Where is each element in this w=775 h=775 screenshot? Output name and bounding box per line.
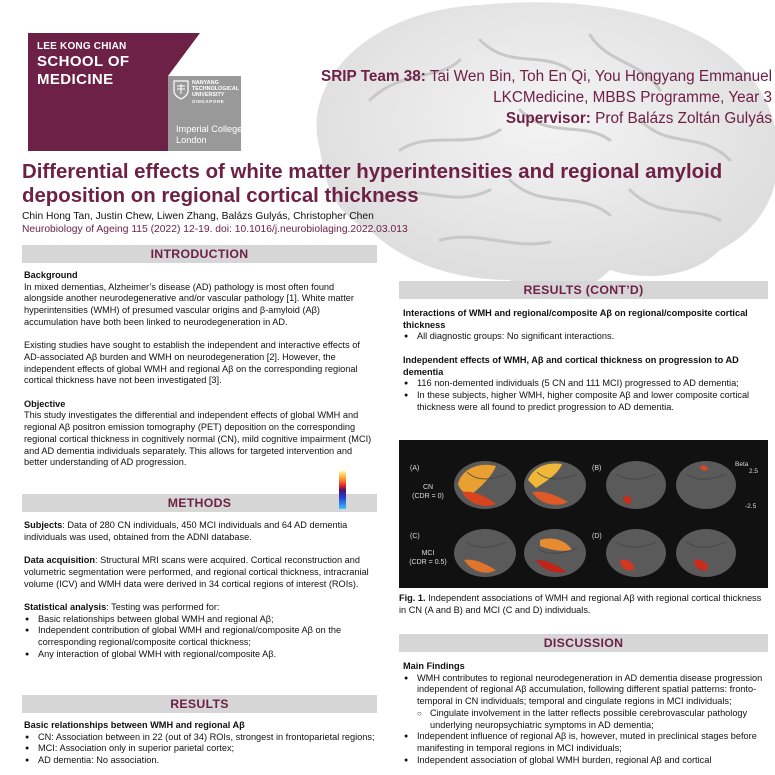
- subjects-paragraph: [24, 520, 376, 543]
- colorbar-bottom-label: -2.5: [745, 503, 757, 510]
- acquisition-paragraph: [24, 555, 376, 590]
- imperial-wordmark: [176, 124, 242, 145]
- list-item: ● AD dementia: No association.: [24, 755, 376, 767]
- colorbar-title: Beta: [735, 461, 749, 468]
- ntu-line3: UNIVERSITY: [192, 92, 225, 99]
- independent-effects-title: Independent effects of WMH, Aβ and cortical thickness on progression to AD dementia: [403, 354, 739, 377]
- list-item: ● Independent association of global WMH burden, regional Aβ and cortical: [403, 755, 765, 767]
- list-subitem: ○ Cingulate involvement in the latter reflects possible cerebrovascular pathology underlying neuropsychiatric symptoms in AD dementia;: [403, 708, 765, 731]
- row-cn-line1: CN: [422, 484, 434, 491]
- logo-lkc-line3: MEDICINE: [37, 71, 114, 88]
- logo-lkc-line2: SCHOOL OF: [37, 53, 130, 70]
- list-item: ● All diagnostic groups: No significant interactions.: [403, 331, 765, 343]
- ntu-wordmark: [192, 80, 239, 105]
- row-mci-line1: MCI: [421, 550, 435, 557]
- subjects-label: Subjects: [24, 520, 63, 530]
- row-mci-line2: (CDR = 0.5): [409, 559, 447, 566]
- caption-text: Independent associations of WMH and regional Aβ with regional cortical thickness in CN (A and B) and MCI (C and D) individuals.: [399, 593, 762, 615]
- basic-relationships-title: Basic relationships between WMH and regional Aβ: [24, 720, 245, 730]
- list-item: ● 116 non-demented individuals (5 CN and 111 MCI) progressed to AD dementia;: [403, 378, 765, 390]
- list-item: ● MCI: Association only in superior parietal cortex;: [24, 743, 376, 755]
- discussion-heading: DISCUSSION: [399, 634, 768, 652]
- background-title: Background: [24, 270, 78, 280]
- team-line: [321, 66, 772, 87]
- list-item: ● Any interaction of global WMH with regional/composite Aβ.: [24, 649, 376, 661]
- list-item: ● Independent contribution of global WMH and regional/composite Aβ on the corresponding regional/composite cortical thickness;: [24, 625, 376, 648]
- supervisor-line: [321, 108, 772, 129]
- results-section: [24, 720, 376, 767]
- figure-caption: [399, 593, 767, 616]
- stats-text: : Testing was performed for:: [106, 601, 220, 612]
- paper-authors: Chin Hong Tan, Justin Chew, Liwen Zhang, Balázs Gulyás, Christopher Chen: [22, 211, 374, 222]
- paper-journal: Neurobiology of Ageing 115 (2022) 12-19. doi: 10.1016/j.neurobiolaging.2022.03.013: [22, 224, 408, 235]
- discussion-section: [403, 661, 765, 766]
- objective-paragraph: This study investigates the differential and independent effects of global WMH and regional Aβ positron emission tomography (PET) deposition on the corresponding regional cortical thickness in cognitively normal (CN), mild cognitive impairment (MCI) and AD dementia individuals separately. This allows for targeted intervention and better understanding of AD progression.: [24, 410, 372, 468]
- ntu-imperial-logo: [168, 76, 243, 151]
- figure-label-d: (D): [592, 533, 602, 540]
- objective-title: Objective: [24, 398, 66, 409]
- interactions-list: [403, 331, 765, 343]
- brain-a-cn-images: [452, 452, 592, 518]
- methods-section: [24, 520, 376, 660]
- results-cont-heading: RESULTS (CONT’D): [399, 281, 768, 299]
- main-findings-title: Main Findings: [403, 661, 465, 671]
- imperial-line2: London: [176, 134, 207, 145]
- list-item: ● CN: Association between in 22 (out of 34) ROIs, strongest in frontoparietal regions;: [24, 732, 376, 744]
- stats-label: Statistical analysis: [24, 601, 107, 612]
- results-heading: RESULTS: [22, 695, 377, 713]
- figure-label-a: (A): [410, 465, 420, 472]
- colorbar-top-label: 2.5: [749, 468, 759, 475]
- brain-b-cn-images: [604, 452, 740, 518]
- imperial-line1: Imperial College: [176, 124, 243, 134]
- team-label: SRIP Team 38:: [321, 68, 426, 85]
- introduction-heading: INTRODUCTION: [22, 245, 377, 263]
- ntu-line2: TECHNOLOGICAL: [192, 86, 240, 93]
- brain-watermark: [280, 0, 775, 310]
- row-cn-line2: (CDR = 0): [412, 493, 444, 500]
- background-paragraph-2: Existing studies have sought to establish the independent and interactive effects of AD-associated Aβ burden and WMH on neurodegeneration [2]. However, the independent effects of global WMH and regional Aβ on the corresponding regional cortical thickness have not been investigated [3].: [24, 340, 360, 386]
- stats-list: [24, 614, 376, 661]
- ntu-crest-icon: [173, 80, 189, 100]
- basic-relationships-list: [24, 732, 376, 767]
- list-item: ● WMH contributes to regional neurodegeneration in AD dementia disease progression independent of regional Aβ accumulation, following different spatial patterns: fronto-temporal in CN individuals; temporal and cingulate regions in MCI individuals;: [403, 673, 765, 708]
- acquisition-label: Data acquisition: [24, 555, 95, 566]
- acquisition-text: : Structural MRI scans were acquired. Cortical reconstruction and volumetric segmentation were performed, and regional cortical thickness, intracranial volume (ICV) and WMH data were derived in 34 cortical regions of interest (ROIs).: [24, 555, 369, 589]
- figure-row-cn: [404, 483, 452, 501]
- independent-effects-list: [403, 378, 765, 413]
- methods-heading: METHODS: [22, 494, 377, 512]
- stats-paragraph: [24, 602, 376, 614]
- subjects-text: : Data of 280 CN individuals, 450 MCI individuals and 64 AD dementia individuals was used, obtained from the ADNI database.: [24, 520, 348, 542]
- ntu-line4: SINGAPORE: [192, 98, 225, 104]
- ntu-line1: NANYANG: [192, 80, 219, 86]
- team-members: Tai Wen Bin, Toh En Qi, You Hongyang Emmanuel: [429, 68, 772, 85]
- figure-row-mci: [404, 549, 452, 567]
- team-info: [321, 66, 772, 129]
- list-item: ● Independent influence of regional Aβ is, however, muted in preclinical stages before manifesting in temporal regions in MCI individuals;: [403, 731, 765, 754]
- supervisor-name: Prof Balázs Zoltán Gulyás: [595, 110, 772, 127]
- programme-line: LKCMedicine, MBBS Programme, Year 3: [493, 89, 772, 106]
- colorbar: [339, 471, 346, 509]
- results-cont-section: [403, 308, 765, 413]
- paper-title: Differential effects of white matter hyperintensities and regional amyloid deposition on regional cortical thickness: [22, 161, 723, 207]
- supervisor-label: Supervisor:: [505, 110, 591, 127]
- figure-label-c: (C): [410, 533, 420, 540]
- figure-label-b: (B): [592, 465, 602, 472]
- caption-label: Fig. 1.: [399, 593, 426, 603]
- main-findings-list: [403, 673, 765, 767]
- interactions-title: Interactions of WMH and regional/composite Aβ on regional/composite cortical thickness: [403, 308, 748, 330]
- brain-c-mci-images: [452, 520, 592, 586]
- list-item: ● Basic relationships between global WMH and regional Aβ;: [24, 614, 376, 626]
- logo-lkc-line1: LEE KONG CHIAN: [37, 41, 127, 52]
- background-paragraph-1: In mixed dementias, Alzheimer’s disease (AD) pathology is most often found alongside another neurodegenerative and/or vascular pathology [1]. White matter hyperintensities (WMH) of presumed vascular origins and β-amyloid (Aβ) accumulation have both been linked to neurodegeneration in AD.: [24, 281, 354, 327]
- brain-d-mci-images: [604, 520, 740, 586]
- list-item: ● In these subjects, higher WMH, higher composite Aβ and lower composite cortical thickness were all found to predict progression to AD dementia.: [403, 390, 765, 413]
- introduction-section: [24, 270, 376, 469]
